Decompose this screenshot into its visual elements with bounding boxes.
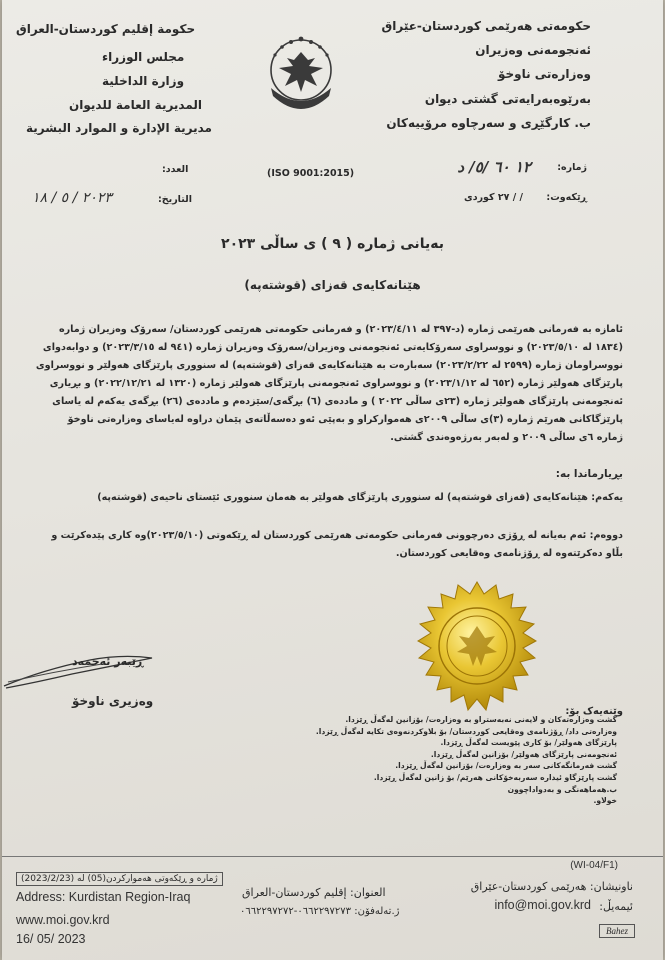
footer-address-en: Address: Kurdistan Region-Iraq bbox=[16, 890, 191, 904]
cc-item: ب.هەماهەنگی و بەدواداچوون bbox=[507, 784, 617, 794]
cc-item: گشت پارێزگاو ئیدارە سەربەخۆکانی هەرێم/ بۆ زانین لەگەڵ ڕێزدا. bbox=[373, 772, 617, 782]
body-line-6: پارێزگاکانی هەرێم ژمارە (٣)ی ساڵی ٢٠٠٩ی هەموارکراو و بەپێی ئەو دەسەڵاتەی پێمان دراوە لەیاسای وەزارەتی ناوخۆ bbox=[67, 414, 623, 425]
gold-seal-icon bbox=[407, 580, 547, 720]
body-line-2: (١٨٣٤ لە ٢٠٢٣/٥/١٠) و نووسراوی سەرۆکایەتی ئەنجومەنی وەزیران/سەرۆک وەزیران ژمارە (٩٤١ لە ٢٠٢٣/٣/١٥) و دوابەدوای bbox=[42, 342, 623, 353]
decided-label: بڕیارماندا بە: bbox=[555, 468, 623, 480]
statement-subtitle: هێنانەکایەی قەزای (قوشتەپە) bbox=[244, 278, 421, 292]
decision-second-line-1: دووەم: ئەم بەیانە لە ڕۆژی دەرچوونی فەرمانی حکومەتی هەرێمی کوردستان لە ڕێکەوتی (٢٠٢٣/٥/١٠)وە کاری پێدەکرێت و bbox=[51, 530, 623, 541]
form-code: (WI-04/F1) bbox=[570, 860, 618, 871]
iso-label: (ISO 9001:2015) bbox=[267, 168, 355, 179]
header-arabic-line-5: مديرية الإدارة و الموارد البشرية bbox=[26, 121, 212, 135]
header-arabic-line-2: مجلس الوزراء bbox=[102, 50, 185, 64]
number-value: ١٢ ٦٠ /٥/ د bbox=[457, 158, 531, 176]
statement-title: بەیانی ژمارە ( ٩ ) ی ساڵی ٢٠٢٣ bbox=[221, 236, 444, 252]
number-label: ژمارە: bbox=[557, 162, 587, 173]
email-label: ئیمەیڵ: bbox=[599, 900, 633, 913]
tarikh-value: ٢٠٢٣ / ٥ / ١٨ bbox=[32, 190, 112, 206]
header-kurdish-line-3: وەزارەتی ناوخۆ bbox=[497, 67, 591, 81]
header-arabic-line-4: المديرية العامة للديوان bbox=[69, 98, 203, 112]
adad-label: العدد: bbox=[162, 164, 189, 175]
kurdistan-emblem-icon bbox=[257, 30, 345, 128]
header-kurdish-line-5: ب. کارگێڕی و سەرچاوە مرۆییەکان bbox=[386, 116, 591, 130]
body-line-7: ژمارە ٦ی ساڵی ٢٠٠٩ و لەبەر بەرژەوەندی گشتی. bbox=[390, 432, 623, 443]
cc-label: وێنەیەک بۆ: bbox=[565, 706, 623, 717]
document-page bbox=[2, 0, 663, 960]
footer-sender-ku: ناونیشان: هەرێمی کوردستان-عێراق bbox=[470, 880, 633, 893]
cc-item: گشت فەرمانگەکانی سەر بە وەزارەت/ بۆزانین لەگەڵ ڕێزدا. bbox=[395, 761, 617, 771]
header-arabic-line-1: حكومة إقليم كوردستان-العراق bbox=[16, 22, 196, 36]
tarikh-label: التاريخ: bbox=[158, 194, 192, 205]
body-line-4: پارێزگای هەولێر ژمارە (٦٥٢ لە ٢٠٢٣/١/١٢) و نووسراوی ئەنجومەنی پارێزگای هەولێر ژمارە (١٣٢٠ لە ٢٠٢٢/١٢/٢١) و بڕیاری bbox=[49, 378, 623, 389]
footer-address-ar: العنوان: إقليم كوردستان-العراق bbox=[242, 886, 386, 899]
phone-number: ژ.تەلەفۆن: ٠٦٦٢٢٩٧٢٧٣-٠٦٦٢٢٩٧٢٧٢ bbox=[240, 906, 400, 917]
decision-first: یەکەم: هێنانەکایەی (قەزای قوشتەپە) لە سنووری پارێزگای هەولێر بە هەمان سنووری ئێستای ناحیەی (قوشتەپە) bbox=[97, 492, 623, 503]
print-date: 16/ 05/ 2023 bbox=[16, 932, 86, 946]
cc-item: خولاو. bbox=[593, 796, 617, 806]
header-kurdish-line-4: بەرێوەبەرایەتی گشتی دیوان bbox=[424, 92, 591, 106]
header-arabic-line-3: وزارة الداخلية bbox=[102, 74, 185, 88]
amendment-note: ژمارە و ڕێکەوتی هەموارکردن(05) لە (2023/2/23) bbox=[16, 872, 223, 886]
body-line-5: ئەنجومەنی پارێزگای هەولێر ژمارە (٢٣ی ساڵی ٢٠٢٢ ) و ماددەی (٦) بڕگەی/سێزدەم و ماددەی (٢٦) بڕگەی یەکەم لە یاسای bbox=[52, 396, 623, 407]
date-label-ku: ڕێکەوت: bbox=[546, 192, 587, 203]
header-kurdish-line-1: حکومەتی هەرێمی کوردستان-عێراق bbox=[381, 19, 591, 33]
email-address[interactable]: info@moi.gov.krd bbox=[494, 898, 591, 912]
date-value-ku: / / ٢٧ کوردی bbox=[463, 192, 523, 203]
cc-item: ئەنجومەنی پارێزگای هەولێر/ بۆزانین لەگەڵ ڕێزدا. bbox=[430, 749, 617, 759]
body-line-3: نووسراومان ژمارە (٢٥٩٩ لە ٢٠٢٣/٢/٢٢) سەبارەت بە هێنانەکایەی قەزای (قوشتەپە) لە سنووری پارێزگای هەولێر و نووسراوی bbox=[35, 360, 623, 371]
signatory-name: ڕێبەر ئەحمەد bbox=[72, 655, 144, 668]
signature-scribble-icon bbox=[2, 640, 162, 700]
cc-item: وەزارەتی داد/ ڕۆژنامەی وەقایعی کوردستان/ بۆ بلاوکردنەوەی تکایە لەگەڵ ڕێزدا. bbox=[315, 726, 617, 736]
header-kurdish-line-2: ئەنجومەنی وەزیران bbox=[475, 43, 591, 57]
signatory-title: وەزیری ناوخۆ bbox=[72, 694, 154, 708]
cc-item: پارێزگای هەولێر/ بۆ کاری پێویست لەگەڵ ڕێزدا. bbox=[440, 738, 617, 748]
initials-box: Bahez bbox=[599, 924, 635, 938]
website-link[interactable]: www.moi.gov.krd bbox=[16, 913, 110, 927]
decision-second-line-2: بڵاو دەکرێتەوە لە ڕۆژنامەی وەقایعی کوردستان. bbox=[395, 548, 623, 559]
body-line-1: ئامازە بە فەرمانی هەرێمی ژمارە (د-٣٩٧ لە ٢٠٢٣/٤/١١) و فەرمانی حکومەتی هەرێمی کوردستان/ سەرۆک وەزیران ژمارە bbox=[58, 324, 623, 335]
footer-divider bbox=[2, 856, 663, 857]
cc-item: گشت وەزارەتەکان و لایەنی نەبەستراو بە وەزارەت/ بۆزانین لەگەڵ ڕێزدا. bbox=[345, 715, 617, 724]
cc-list bbox=[287, 714, 617, 807]
